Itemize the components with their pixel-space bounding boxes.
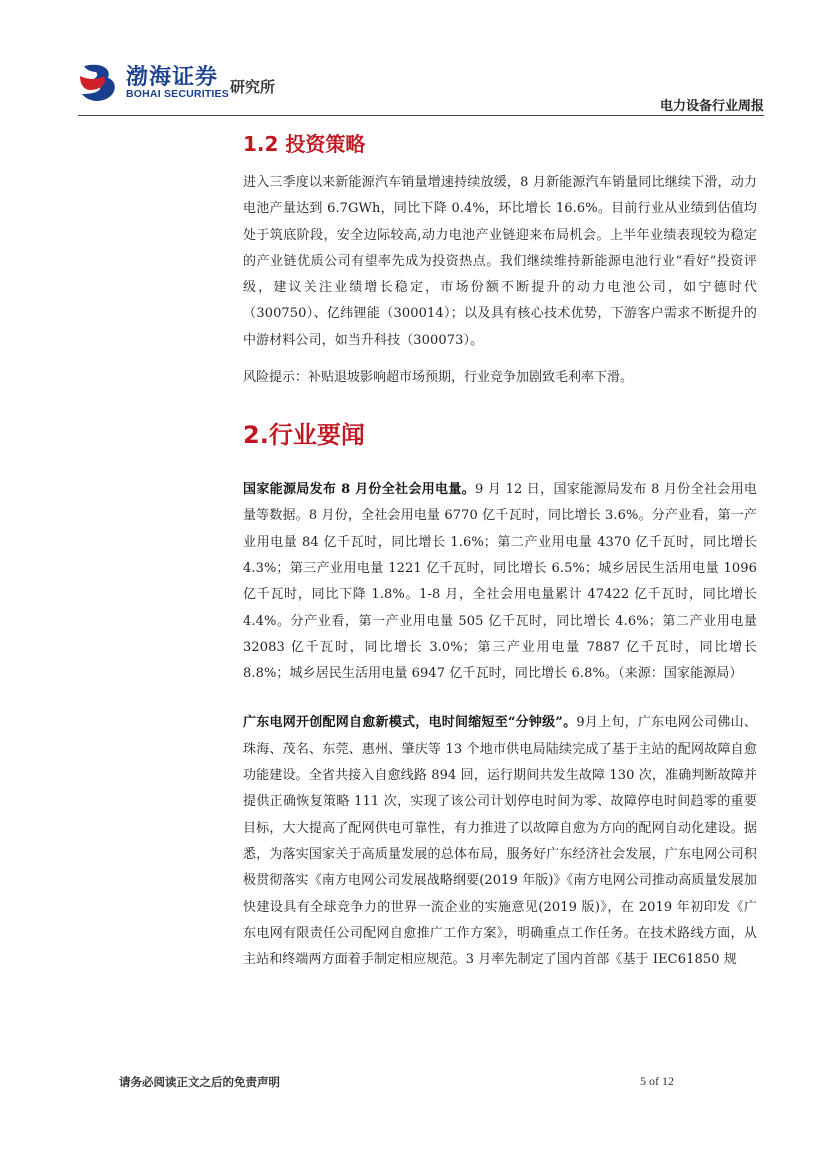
- disclaimer-notice: 请务必阅读正文之后的免责声明: [119, 1075, 280, 1089]
- news-item: [243, 477, 757, 687]
- news-lead: 广东电网开创配网自愈新模式，电时间缩短至“分钟级”。: [243, 715, 577, 731]
- news-lead: 国家能源局发布 8 月份全社会用电量。: [243, 482, 475, 498]
- institute-label: 研究所: [230, 78, 276, 96]
- header-divider: [78, 115, 764, 116]
- main-content: [243, 122, 757, 984]
- logo-chinese-name: 渤海证券: [126, 65, 219, 90]
- page-header: [78, 58, 764, 118]
- section-heading-investment-strategy: 1.2 投资策略: [243, 132, 366, 156]
- bohai-logo: [78, 58, 298, 108]
- news-body: 9月上旬，广东电网公司佛山、珠海、茂名、东莞、惠州、肇庆等 13 个地市供电局陆续完成了基于主站的配网故障自愈功能建设。全省共接入自愈线路 894 回，运行期间共发生故障 130 次，准确判断故障并提供正确恢复策略 111 次，实现了该公司计划停电时间为零、故障停电时间趋零的重要目标，大大提高了配网供电可靠性，有力推进了以故障自愈为方向的配网自动化建设。据悉，为落实国家关于高质量发展的总体布局，服务好广东经济社会发展，广东电网公司积极贯彻落实《南方电网公司发展战略纲要(2019 年版)》《南方电网公司推动高质量发展加快建设具有全球竞争力的世界一流企业的实施意见(2019 版)》，在 2019 年初印发《广东电网有限责任公司配网自愈推广工作方案》，明确重点工作任务。在技术路线方面，从主站和终端两方面着手制定相应规范。3 月率先制定了国内首部《基于 IEC61850 规: [243, 715, 757, 968]
- logo-english-name: BOHAI SECURITIES: [126, 88, 229, 100]
- news-body: 9 月 12 日，国家能源局发布 8 月份全社会用电量等数据。8 月份，全社会用电量 6770 亿千瓦时，同比增长 3.6%。分产业看，第一产业用电量 84 亿千瓦时，同比增长 1.6%；第二产业用电量 4370 亿千瓦时，同比增长 4.3%；第三产业用电量 1221 亿千瓦时，同比增长 6.5%；城乡居民生活用电量 1096 亿千瓦时，同比下降 1.8%。1-8 月，全社会用电量累计 47422 亿千瓦时，同比增长 4.4%。分产业看，第一产业用电量 505 亿千瓦时，同比增长 4.6%；第二产业用电量 32083 亿千瓦时，同比增长 3.0%；第三产业用电量 7887 亿千瓦时，同比增长 8.8%；城乡居民生活用电量 6947 亿千瓦时，同比增长 6.8%。（来源：国家能源局）: [243, 482, 757, 682]
- page-number: 5 of 12: [640, 1074, 674, 1088]
- bohai-logo-icon: [78, 60, 122, 104]
- news-item: [243, 710, 757, 973]
- report-type: 电力设备行业周报: [659, 99, 764, 114]
- strategy-paragraph: 进入三季度以来新能源汽车销量增速持续放缓，8 月新能源汽车销量同比继续下滑，动力电池产量达到 6.7GWh，同比下降 0.4%，环比增长 16.6%。目前行业从业绩到估值均处于筑底阶段，安全边际较高,动力电池产业链迎来布局机会。上半年业绩表现较为稳定的产业链优质公司有望率先成为投资热点。我们继续维持新能源电池行业“看好”投资评级，建议关注业绩增长稳定，市场份额不断提升的动力电池公司，如宁德时代（300750）、亿纬锂能（300014）；以及具有核心技术优势，下游客户需求不断提升的中游材料公司，如当升科技（300073）。: [243, 175, 757, 348]
- section-heading-industry-news: 2.行业要闻: [243, 421, 365, 450]
- risk-warning: 风险提示：补贴退坡影响超市场预期，行业竞争加剧致毛利率下滑。: [243, 370, 634, 386]
